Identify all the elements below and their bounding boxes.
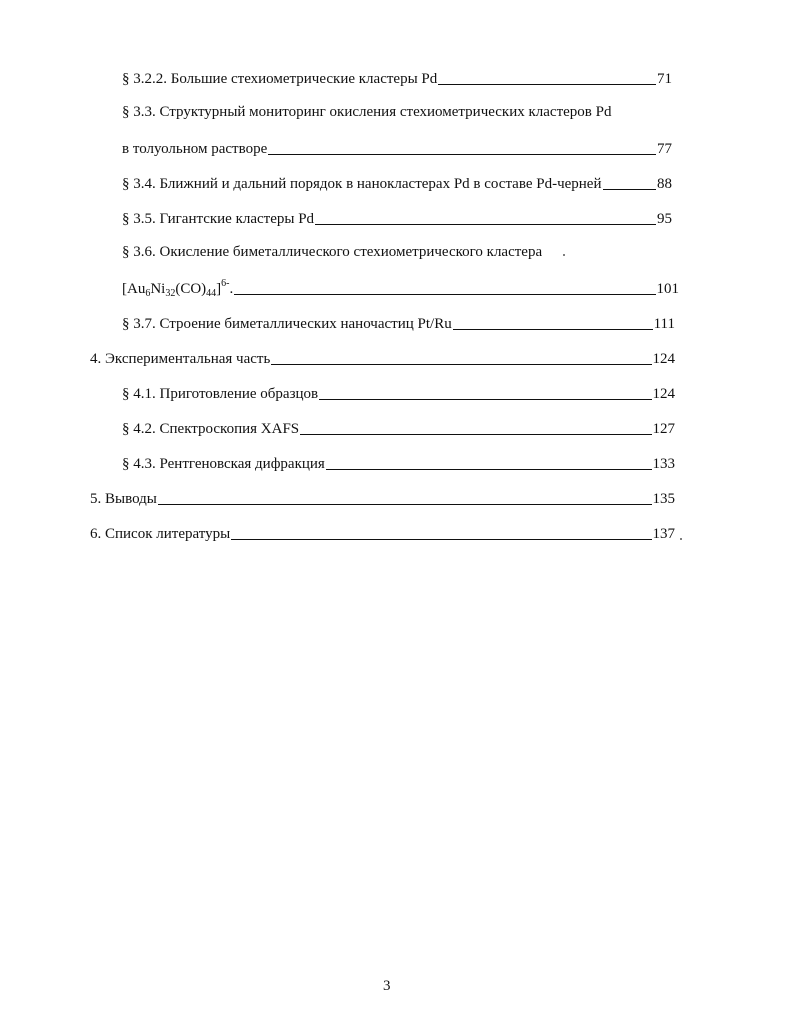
toc-entry-title: § 3.7. Строение биметаллических наночастиц Pt/Ru	[122, 316, 452, 332]
toc-entry-title: в толуольном растворе	[122, 141, 268, 157]
toc-entry-title: § 3.6. Окисление биметаллического стехиометрического кластера	[122, 244, 543, 260]
toc-page-number: 127	[652, 421, 675, 437]
toc-page-number: 133	[652, 456, 675, 472]
toc-leader	[315, 224, 656, 225]
toc-leader	[158, 504, 652, 505]
toc-entry	[122, 243, 542, 263]
toc-entry	[122, 453, 675, 473]
toc-entry-title: § 3.3. Структурный мониторинг окисления стехиометрических кластеров Pd	[122, 104, 612, 120]
toc-leader	[300, 434, 651, 435]
toc-entry-continuation	[122, 138, 672, 158]
formula-part: .	[229, 281, 234, 297]
formula-subscript: 44	[206, 288, 217, 299]
page-number: 3	[383, 978, 391, 994]
toc-entry-continuation	[122, 278, 679, 298]
toc-entry	[122, 383, 675, 403]
formula-superscript: 6-	[221, 278, 230, 289]
toc-entry	[122, 208, 672, 228]
toc-entry-title: § 4.1. Приготовление образцов	[122, 386, 319, 402]
toc-page-number: 88	[657, 176, 672, 192]
toc-entry	[122, 313, 675, 333]
toc-page-number: 111	[653, 316, 675, 332]
toc-entry-title: 6. Список литературы	[90, 526, 231, 542]
toc-leader	[231, 539, 651, 540]
toc-page-number: 101	[656, 281, 679, 297]
scan-speck	[680, 538, 682, 540]
toc-page-number: 77	[657, 141, 672, 157]
toc-entry-title: 5. Выводы	[90, 491, 157, 507]
toc-entry	[90, 488, 675, 508]
toc-page-number: 95	[657, 211, 672, 227]
formula-subscript: 32	[165, 288, 176, 299]
formula-part: ]	[216, 281, 222, 297]
toc-page-number: 71	[657, 71, 672, 87]
scan-speck	[563, 254, 565, 256]
toc-entry-title: § 4.2. Спектроскопия XAFS	[122, 421, 300, 437]
toc-page-number: 135	[652, 491, 675, 507]
toc-entry-title: § 4.3. Рентгеновская дифракция	[122, 456, 325, 472]
toc-entry-title: § 3.4. Ближний и дальний порядок в нанокластерах Pd в составе Pd-черней	[122, 176, 602, 192]
formula-part: (CO)	[175, 281, 207, 297]
toc-leader	[271, 364, 651, 365]
toc-entry	[90, 348, 675, 368]
toc-leader	[438, 84, 656, 85]
toc-entry	[122, 418, 675, 438]
toc-leader	[603, 189, 657, 190]
toc-page-number: 124	[652, 351, 675, 367]
toc-leader	[319, 399, 651, 400]
toc-page-number: 124	[652, 386, 675, 402]
formula-part: [Au	[122, 281, 146, 297]
toc-leader	[453, 329, 653, 330]
toc-leader	[326, 469, 652, 470]
toc-leader	[234, 294, 655, 295]
toc-page-number: 137	[652, 526, 675, 542]
toc-entry-title: § 3.5. Гигантские кластеры Pd	[122, 211, 315, 227]
toc-entry	[90, 523, 675, 543]
toc-entry-title: § 3.2.2. Большие стехиометрические кластеры Pd	[122, 71, 438, 87]
cluster-formula	[122, 280, 234, 298]
toc-entry	[122, 68, 672, 88]
formula-subscript: 6	[145, 288, 151, 299]
toc-entry	[122, 173, 672, 193]
formula-part: Ni	[150, 281, 166, 297]
toc-entry-title: 4. Экспериментальная часть	[90, 351, 271, 367]
toc-entry	[122, 103, 611, 123]
toc-leader	[268, 154, 656, 155]
